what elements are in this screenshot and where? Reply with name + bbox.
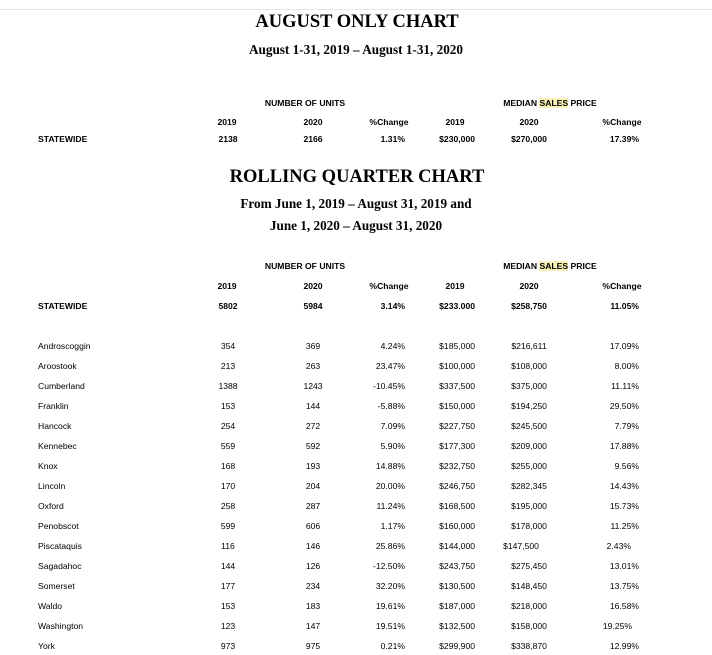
- county-row-pchg: 16.58%: [609, 601, 639, 611]
- august-statewide-u2020: 2166: [303, 134, 323, 144]
- county-row-label: Franklin: [38, 401, 69, 411]
- rolling-statewide-u2019: 5802: [218, 301, 238, 311]
- column-header-price-1: 2020: [519, 117, 539, 127]
- column-header-price-1: 2020: [519, 281, 539, 291]
- county-row-uchg: 11.24%: [376, 501, 405, 511]
- county-row-u2019: 599: [220, 521, 236, 531]
- county-row-p2020: $158,000: [511, 621, 547, 631]
- county-row-pchg: 17.88%: [609, 441, 639, 451]
- county-row-uchg: 20.00%: [375, 481, 405, 491]
- county-row-p2019: $168,500: [439, 501, 475, 511]
- county-row-p2019: $232,750: [439, 461, 475, 471]
- county-row-label: Washington: [38, 621, 84, 631]
- county-row-label: Cumberland: [38, 381, 85, 391]
- county-row-p2019: $299,900: [439, 641, 475, 651]
- august-statewide-uchg: 1.31%: [380, 134, 405, 144]
- county-row-u2020: 204: [305, 481, 321, 491]
- august-statewide-pchg: 17.39%: [609, 134, 639, 144]
- county-row-label: Aroostook: [38, 361, 77, 371]
- rolling-chart-subtitle-line1: From June 1, 2019 – August 31, 2019 and: [240, 196, 472, 211]
- august-statewide-p2019: $230,000: [439, 134, 475, 144]
- county-row-uchg: -12.50%: [372, 561, 405, 571]
- august-statewide-p2020: $270,000: [511, 134, 547, 144]
- county-row-label: Penobscot: [38, 521, 79, 531]
- county-row-uchg: 7.09%: [380, 421, 405, 431]
- rolling-price-heading: MEDIAN SALES PRICE: [503, 261, 597, 271]
- county-row-p2019: $227,750: [439, 421, 475, 431]
- county-row-p2019: $337,500: [439, 381, 475, 391]
- county-row-p2019: $100,000: [439, 361, 475, 371]
- column-header-price-2: %Change: [602, 117, 642, 127]
- county-row-p2019: $187,000: [439, 601, 475, 611]
- county-row-u2020: 606: [305, 521, 321, 531]
- county-row-p2020: $275,450: [511, 561, 547, 571]
- county-row-p2019: $243,750: [439, 561, 475, 571]
- county-row-uchg: 32.20%: [375, 581, 405, 591]
- county-row-p2020: $148,450: [511, 581, 547, 591]
- county-row-u2019: 170: [220, 481, 236, 491]
- county-row-u2020: 183: [305, 601, 321, 611]
- top-divider: [0, 9, 712, 10]
- column-header-units-1: 2020: [303, 281, 323, 291]
- rolling-statewide-pchg: 11.05%: [610, 301, 639, 311]
- county-row-pchg: 14.43%: [609, 481, 639, 491]
- column-header-units-0: 2019: [217, 117, 237, 127]
- county-row-p2020: $375,000: [511, 381, 547, 391]
- county-row-u2020: 287: [305, 501, 321, 511]
- county-row-u2020: 369: [305, 341, 321, 351]
- county-row-u2020: 126: [305, 561, 321, 571]
- column-header-units-0: 2019: [217, 281, 237, 291]
- county-row-u2020: 263: [305, 361, 321, 371]
- county-row-uchg: 1.17%: [380, 521, 405, 531]
- rolling-chart-title: ROLLING QUARTER CHART: [229, 167, 485, 187]
- county-row-p2020: $282,345: [511, 481, 547, 491]
- county-row-u2019: 254: [220, 421, 236, 431]
- county-row-p2020: $216,611: [511, 341, 547, 351]
- county-row-u2019: 168: [220, 461, 236, 471]
- county-row-p2020: $147,500: [503, 541, 539, 551]
- county-row-u2020: 592: [305, 441, 321, 451]
- county-row-p2020: $194,250: [511, 401, 547, 411]
- county-row-p2020: $178,000: [511, 521, 547, 531]
- august-statewide-u2019: 2138: [218, 134, 238, 144]
- county-row-label: Sagadahoc: [38, 561, 82, 571]
- county-row-u2020: 144: [305, 401, 321, 411]
- rolling-statewide-label: STATEWIDE: [38, 301, 88, 311]
- column-header-units-1: 2020: [303, 117, 323, 127]
- county-row-uchg: -10.45%: [372, 381, 405, 391]
- county-row-pchg: 17.09%: [609, 341, 639, 351]
- county-row-label: Knox: [38, 461, 58, 471]
- county-row-p2020: $245,500: [511, 421, 547, 431]
- county-row-uchg: 4.24%: [380, 341, 405, 351]
- county-row-label: Somerset: [38, 581, 75, 591]
- county-row-u2019: 559: [220, 441, 236, 451]
- county-row-u2020: 272: [305, 421, 321, 431]
- rolling-statewide-u2020: 5984: [303, 301, 323, 311]
- county-row-p2019: $246,750: [439, 481, 475, 491]
- county-row-label: Oxford: [38, 501, 64, 511]
- county-row-p2019: $177,300: [439, 441, 475, 451]
- county-row-u2019: 153: [220, 601, 236, 611]
- county-row-label: York: [38, 641, 55, 651]
- county-row-u2020: 147: [305, 621, 321, 631]
- county-row-pchg: 9.56%: [614, 461, 639, 471]
- county-row-label: Androscoggin: [38, 341, 91, 351]
- county-row-u2019: 144: [220, 561, 236, 571]
- county-row-pchg: 11.25%: [610, 521, 639, 531]
- august-price-heading: MEDIAN SALES PRICE: [503, 98, 597, 108]
- county-row-u2019: 153: [220, 401, 236, 411]
- county-row-u2020: 146: [305, 541, 321, 551]
- county-row-label: Lincoln: [38, 481, 66, 491]
- county-row-pchg: 29.50%: [609, 401, 639, 411]
- county-row-u2019: 213: [220, 361, 236, 371]
- county-row-uchg: 19.61%: [375, 601, 405, 611]
- county-row-p2020: $255,000: [511, 461, 547, 471]
- county-row-uchg: 23.47%: [375, 361, 405, 371]
- county-row-p2020: $209,000: [511, 441, 547, 451]
- county-row-u2020: 1243: [303, 381, 323, 391]
- county-row-pchg: 11.11%: [611, 381, 639, 391]
- county-row-pchg: 12.99%: [609, 641, 639, 651]
- county-row-p2020: $338,870: [511, 641, 547, 651]
- column-header-price-0: 2019: [445, 281, 465, 291]
- county-row-label: Waldo: [38, 601, 63, 611]
- august-statewide-label: STATEWIDE: [38, 134, 88, 144]
- column-header-price-0: 2019: [445, 117, 465, 127]
- column-header-units-2: %Change: [369, 281, 409, 291]
- county-row-u2019: 258: [220, 501, 236, 511]
- county-row-p2019: $132,500: [439, 621, 475, 631]
- county-row-p2019: $144,000: [439, 541, 475, 551]
- county-row-pchg: 15.73%: [609, 501, 639, 511]
- august-chart-title: AUGUST ONLY CHART: [255, 12, 459, 32]
- county-row-p2019: $150,000: [439, 401, 475, 411]
- county-row-u2019: 354: [220, 341, 236, 351]
- county-row-uchg: 0.21%: [380, 641, 405, 651]
- county-row-p2019: $160,000: [439, 521, 475, 531]
- county-row-p2020: $218,000: [511, 601, 547, 611]
- county-row-uchg: -5.88%: [377, 401, 405, 411]
- county-row-label: Kennebec: [38, 441, 77, 451]
- county-row-pchg: 8.00%: [614, 361, 639, 371]
- county-row-p2020: $108,000: [511, 361, 547, 371]
- county-row-p2020: $195,000: [511, 501, 547, 511]
- county-row-uchg: 5.90%: [380, 441, 405, 451]
- rolling-statewide-uchg: 3.14%: [380, 301, 405, 311]
- county-row-uchg: 14.88%: [375, 461, 405, 471]
- county-row-u2020: 193: [305, 461, 321, 471]
- rolling-statewide-p2020: $258,750: [511, 301, 547, 311]
- rolling-statewide-p2019: $233.000: [439, 301, 475, 311]
- county-row-uchg: 25.86%: [375, 541, 405, 551]
- august-chart-subtitle: August 1-31, 2019 – August 1-31, 2020: [249, 42, 463, 57]
- county-row-uchg: 19.51%: [375, 621, 405, 631]
- county-row-p2019: $185,000: [439, 341, 475, 351]
- column-header-price-2: %Change: [602, 281, 642, 291]
- rolling-chart-subtitle-line2: June 1, 2020 – August 31, 2020: [269, 218, 443, 233]
- county-row-u2020: 975: [305, 641, 321, 651]
- august-units-heading: NUMBER OF UNITS: [264, 98, 346, 108]
- county-row-pchg: 7.79%: [614, 421, 639, 431]
- column-header-units-2: %Change: [369, 117, 409, 127]
- county-row-label: Piscataquis: [38, 541, 82, 551]
- county-row-label: Hancock: [38, 421, 72, 431]
- county-row-pchg: 13.75%: [609, 581, 639, 591]
- county-row-p2019: $130,500: [439, 581, 475, 591]
- county-row-u2019: 123: [220, 621, 236, 631]
- county-row-u2019: 973: [220, 641, 236, 651]
- county-row-u2019: 177: [220, 581, 236, 591]
- county-row-u2019: 116: [221, 541, 235, 551]
- county-row-u2019: 1388: [218, 381, 238, 391]
- rolling-units-heading: NUMBER OF UNITS: [264, 261, 346, 271]
- county-row-pchg: 13.01%: [609, 561, 639, 571]
- county-row-u2020: 234: [305, 581, 321, 591]
- county-row-pchg: 2.43%: [606, 541, 631, 551]
- county-row-pchg: 19.25%: [602, 621, 632, 631]
